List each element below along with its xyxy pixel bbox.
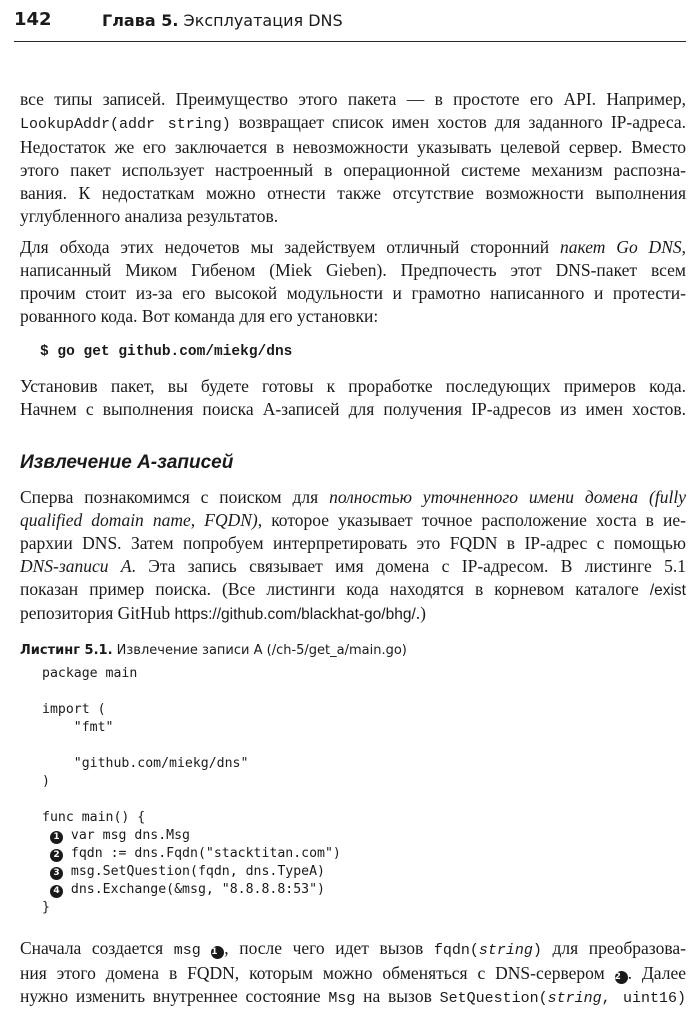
text-run: . Эта запись связывает имя домена с IP-адресом. В листинге 5.1 — [131, 556, 686, 576]
text-run: ния этого домена в FQDN, которым можно обменяться с DNS-сервером — [20, 963, 615, 983]
code-run: ) — [532, 942, 542, 959]
callout-marker: 4 — [50, 885, 63, 898]
text-run: , которое указывает точное расположение хоста в ие- — [257, 510, 686, 530]
code-line: import ( — [42, 702, 106, 717]
text-line — [20, 937, 686, 962]
text-line: все типы записей. Преимущество этого пакета — в простоте его API. Например, — [20, 89, 686, 109]
code-line-annotated — [42, 881, 341, 899]
callout-marker: 2 — [50, 849, 63, 862]
page-header — [14, 7, 686, 37]
text-line — [20, 509, 686, 532]
code-run: SetQuestion( — [439, 990, 548, 1007]
emphasis: DNS-записи A — [20, 556, 132, 576]
text-run: показан пример поиска. (Все листинги кода находятся в корневом каталоге — [20, 579, 650, 599]
code-line-annotated — [42, 827, 341, 845]
text-line: рованного кода. Вот команда для его установки: — [20, 306, 379, 326]
inline-code: msg — [173, 942, 201, 959]
header-rule — [14, 41, 686, 42]
paragraph-2 — [20, 236, 686, 328]
paragraph-4 — [20, 486, 686, 626]
inline-code — [434, 942, 542, 959]
code-line: "fmt" — [42, 720, 114, 735]
text-line — [20, 555, 686, 578]
code-line-annotated — [42, 845, 341, 863]
text-line — [20, 962, 686, 985]
text-line: прочим стоит из-за его высокой модульности и грамотно написанного и протести- — [20, 283, 686, 303]
text-run: .) — [415, 603, 426, 623]
code-run: fqdn( — [433, 942, 479, 959]
page-number: 142 — [14, 9, 52, 30]
text-line — [20, 578, 686, 602]
code-text: var msg dns.Msg — [70, 828, 190, 843]
text-run: возвращает список имен хостов для заданного IP-адреса. — [230, 112, 686, 132]
repo-url: https://github.com/blackhat-go/bhg/ — [174, 606, 416, 623]
text-run: репозитория GitHub — [20, 603, 175, 623]
text-line: рархии DNS. Затем попробуем интерпретировать это FQDN в IP-адрес с помощью — [20, 533, 686, 553]
paragraph-5 — [20, 937, 686, 1010]
text-line: Начнем с выполнения поиска A-записей для получения IP-адресов из имен хостов. — [20, 399, 686, 419]
text-run: Сначала создается — [20, 938, 174, 958]
section-heading: Извлечение A-записей — [20, 452, 234, 473]
text-run: нужно изменить внутреннее состояние — [20, 986, 329, 1006]
code-line: func main() { — [42, 810, 146, 825]
code-text: msg.SetQuestion(fqdn, dns.TypeA) — [70, 864, 325, 879]
text-line — [20, 111, 686, 136]
chapter-label: Глава 5. — [102, 11, 179, 30]
text-line — [20, 985, 686, 1010]
emphasis: qualified domain name, FQDN) — [20, 510, 258, 530]
callout-marker: 3 — [50, 867, 63, 880]
listing-label: Листинг 5.1. — [20, 643, 113, 658]
code-line — [42, 791, 341, 809]
code-line-annotated — [42, 863, 341, 881]
code-listing — [42, 665, 341, 917]
text-line — [20, 236, 686, 259]
code-line — [42, 683, 341, 701]
text-line: углубленного анализа результатов. — [20, 206, 279, 226]
code-text: dns.Exchange(&msg, "8.8.8.8:53") — [70, 882, 325, 897]
text-run: , после чего идет вызов — [224, 938, 434, 958]
code-line: package main — [42, 666, 138, 681]
code-line — [42, 737, 341, 755]
paragraph-3 — [20, 375, 686, 421]
text-line: написанный Миком Гибеном (Miek Gieben). Предпочесть этот DNS-пакет всем — [20, 260, 686, 280]
text-run: для преобразова- — [541, 938, 686, 958]
code-line: ) — [42, 774, 50, 789]
callout-marker: 1 — [50, 831, 63, 844]
text-run: Сперва познакомимся с поиском для — [20, 487, 330, 507]
code-text: fqdn := dns.Fqdn("stacktitan.com") — [70, 846, 341, 861]
emphasis: пакет Go DNS — [560, 237, 682, 257]
chapter-title: Эксплуатация DNS — [183, 11, 343, 30]
code-run: string — [547, 990, 602, 1007]
text-run: , — [681, 237, 686, 257]
listing-caption — [20, 643, 407, 658]
inline-code: LookupAddr(addr string) — [20, 116, 231, 133]
text-run: . Далее — [627, 963, 686, 983]
code-line: } — [42, 900, 50, 915]
paragraph-1 — [20, 88, 686, 228]
text-line: вания. К недостаткам можно отнести также отсутствие возможности выполнения — [20, 183, 686, 203]
emphasis: полностью уточненного имени домена (fully — [329, 487, 686, 507]
code-run: string — [478, 942, 533, 959]
text-run: на вызов — [355, 986, 440, 1006]
text-line — [20, 602, 686, 626]
callout-marker: 1 — [211, 946, 224, 959]
code-line: "github.com/miekg/dns" — [42, 756, 249, 771]
path-text: /exist — [649, 582, 686, 599]
text-line: этого пакет использует настроенный в операционной системе механизм распозна- — [20, 160, 686, 180]
text-run: Для обхода этих недочетов мы задействуем отличный сторонний — [20, 237, 561, 257]
text-line: Недостаток же его заключается в невозможности указывать целевой сервер. Вместо — [20, 137, 686, 157]
text-line: Установив пакет, вы будете готовы к проработке последующих примеров кода. — [20, 376, 686, 396]
inline-code: Msg — [328, 990, 356, 1007]
inline-code — [440, 990, 686, 1007]
listing-title: Извлечение записи A (/ch-5/get_a/main.go) — [116, 643, 407, 658]
install-command: $ go get github.com/miekg/dns — [40, 344, 293, 360]
text-line — [20, 486, 686, 509]
running-head — [102, 11, 343, 30]
code-run: , uint16) — [601, 990, 686, 1007]
callout-marker: 2 — [615, 971, 628, 984]
